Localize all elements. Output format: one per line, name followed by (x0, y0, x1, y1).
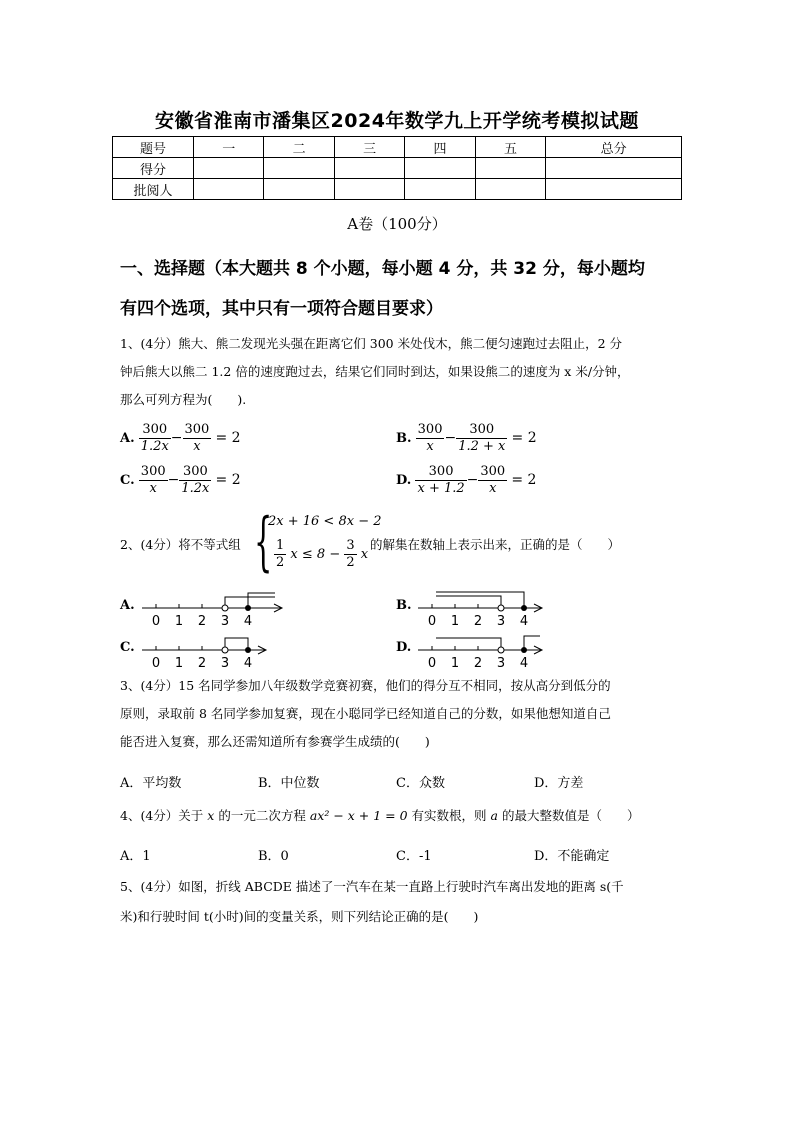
open-point (498, 647, 504, 653)
inequality-1: 2x + 16 < 8x − 2 (268, 514, 382, 529)
question-5-line1: 5、(4分）如图，折线 ABCDE 描述了一汽车在某一直路上行驶时汽车离出发地的距离 s(千 (120, 879, 624, 894)
volume-heading: A卷（100分） (347, 215, 447, 233)
section-heading-line1: 一、选择题（本大题共 8 个小题，每小题 4 分，共 32 分，每小题均 (120, 259, 645, 279)
table-cell: 批阅人 (113, 179, 194, 200)
table-cell (405, 179, 475, 200)
fraction: $\frac{300}{1.2x}$ (140, 422, 169, 454)
table-cell: 二 (264, 137, 334, 158)
ticks (432, 604, 524, 608)
equation: ax² − x + 1 = 0 (309, 808, 408, 823)
q2-option-c-label[interactable]: C. (120, 640, 135, 655)
closed-point (521, 647, 527, 653)
number-line-a (140, 588, 290, 628)
ticks (156, 646, 248, 650)
section-heading-line2: 有四个选项，其中只有一项符合题目要求） (120, 299, 443, 319)
table-cell: 四 (405, 137, 475, 158)
segment-3-to-4 (225, 638, 248, 650)
fraction: $\frac{300}{x}$ (140, 464, 166, 496)
tick-label: 2 (473, 656, 483, 670)
question-3-line1: 3、(4分）15 名同学参加八年级数学竞赛初赛，他们的得分互不相同，按从高分到低分的 (120, 678, 611, 693)
brace-icon: { (254, 505, 273, 579)
tick-label: 4 (519, 614, 529, 628)
q1-option-b[interactable]: B. $\frac{300}{x}$ − $\frac{300}{1.2 + x}$ = 2 (396, 422, 537, 454)
q3-option-d[interactable]: D．方差 (534, 776, 584, 791)
q1-option-c[interactable]: C. $\frac{300}{x}$ − $\frac{300}{1.2x}$ = 2 (120, 464, 241, 496)
tick-label: 0 (151, 614, 161, 628)
question-2-suffix: 的解集在数轴上表示出来，正确的是（ ） (370, 537, 621, 552)
q3-option-a[interactable]: A．平均数 (120, 776, 182, 791)
question-1-line2: 钟后熊大以熊二 1.2 倍的速度跑过去，结果它们同时到达，如果设熊二的速度为 x 米/分钟， (120, 364, 630, 379)
tick-label: 2 (473, 614, 483, 628)
tick-label: 4 (519, 656, 529, 670)
tick-label: 1 (450, 614, 460, 628)
table-cell: 一 (194, 137, 264, 158)
table-cell (334, 158, 404, 179)
table-cell: 得分 (113, 158, 194, 179)
fraction: $\frac{1}{2}$ (276, 538, 285, 570)
tick-label: 1 (174, 614, 184, 628)
table-cell (194, 179, 264, 200)
table-cell: 总分 (546, 137, 682, 158)
q4-option-b[interactable]: B．0 (258, 849, 289, 864)
number-line-d (416, 630, 566, 670)
tick-label: 0 (151, 656, 161, 670)
number-line-c (140, 630, 290, 670)
q3-option-c[interactable]: C．众数 (396, 776, 445, 791)
table-cell (334, 179, 404, 200)
table-cell (546, 179, 682, 200)
table-cell: 五 (475, 137, 545, 158)
number-line-b (416, 588, 566, 628)
q1-option-a[interactable]: A. $\frac{300}{1.2x}$ − $\frac{300}{x}$ = 2 (120, 422, 241, 454)
tick-label: 3 (220, 656, 230, 670)
question-3-line3: 能否进入复赛，那么还需知道所有参赛学生成绩的( ) (120, 734, 430, 749)
tick-label: 2 (197, 656, 207, 670)
question-2-prefix: 2、(4分）将不等式组 (120, 537, 241, 552)
question-1-line3: 那么可列方程为( ). (120, 392, 247, 407)
q4-option-a[interactable]: A．1 (120, 849, 151, 864)
variable-a: a (490, 808, 498, 823)
table-cell: 题号 (113, 137, 194, 158)
question-5 (120, 872, 685, 932)
ray-to-3 (436, 638, 501, 650)
tick-label: 1 (450, 656, 460, 670)
q2-option-b-label[interactable]: B. (396, 598, 412, 613)
q1-option-d[interactable]: D. $\frac{300}{x + 1.2}$ − $\frac{300}{x}$ = 2 (396, 464, 537, 496)
tick-label: 3 (220, 614, 230, 628)
inequality-2: $\frac{1}{2}$ x ≤ 8 − $\frac{3}{2}$ x (276, 538, 369, 570)
table-cell (194, 158, 264, 179)
score-table (112, 136, 682, 200)
tick-label: 3 (496, 656, 506, 670)
ray-to-3 (436, 596, 501, 608)
fraction: $\frac{3}{2}$ (346, 538, 355, 570)
tick-label: 2 (197, 614, 207, 628)
q4-option-c[interactable]: C．-1 (396, 849, 432, 864)
table-row (113, 179, 682, 200)
table-cell: 三 (334, 137, 404, 158)
tick-label: 3 (496, 614, 506, 628)
tick-label: 0 (427, 656, 437, 670)
table-cell (546, 158, 682, 179)
table-cell (475, 158, 545, 179)
open-point (222, 605, 228, 611)
fraction: $\frac{300}{1.2 + x}$ (458, 422, 506, 454)
table-cell (475, 179, 545, 200)
tick-label: 0 (427, 614, 437, 628)
closed-point (245, 605, 251, 611)
q2-option-d-label[interactable]: D. (396, 640, 412, 655)
q2-option-a-label[interactable]: A. (120, 598, 135, 613)
ray-from-4 (248, 593, 275, 608)
tick-label: 1 (174, 656, 184, 670)
q3-option-b[interactable]: B．中位数 (258, 776, 320, 791)
tick-label: 4 (243, 614, 253, 628)
table-cell (264, 158, 334, 179)
ticks (432, 646, 524, 650)
fraction: $\frac{300}{x + 1.2}$ (417, 464, 465, 496)
fraction: $\frac{300}{1.2x}$ (181, 464, 210, 496)
fraction: $\frac{300}{x}$ (480, 464, 506, 496)
table-row (113, 158, 682, 179)
question-1 (120, 330, 685, 414)
open-point (498, 605, 504, 611)
q4-option-d[interactable]: D．不能确定 (534, 849, 610, 864)
fraction: $\frac{300}{x}$ (184, 422, 210, 454)
closed-point (245, 647, 251, 653)
tick-label: 4 (243, 656, 253, 670)
question-5-line2: 米)和行驶时间 t(小时)间的变量关系，则下列结论正确的是( ) (120, 909, 479, 924)
closed-point (521, 605, 527, 611)
question-1-line1: 1、(4分）熊大、熊二发现光头强在距离它们 300 米处伐木，熊二便匀速跑过去阻止，2 分 (120, 336, 623, 351)
table-cell (405, 158, 475, 179)
question-3-line2: 原则，录取前 8 名同学参加复赛，现在小聪同学已经知道自己的分数，如果他想知道自己 (120, 706, 611, 721)
fraction: $\frac{300}{x}$ (417, 422, 443, 454)
page-title: 安徽省淮南市潘集区2024年数学九上开学统考模拟试题 (155, 110, 639, 132)
variable-x: x (207, 808, 215, 823)
table-cell (264, 179, 334, 200)
ray-to-4 (436, 592, 524, 608)
question-3 (120, 672, 685, 756)
table-row (113, 137, 682, 158)
question-4: 4、(4分）关于 x 的一元二次方程 ax² − x + 1 = 0 有实数根，则 a 的最大整数值是（ ） (120, 808, 640, 823)
ticks (156, 604, 248, 608)
open-point (222, 647, 228, 653)
